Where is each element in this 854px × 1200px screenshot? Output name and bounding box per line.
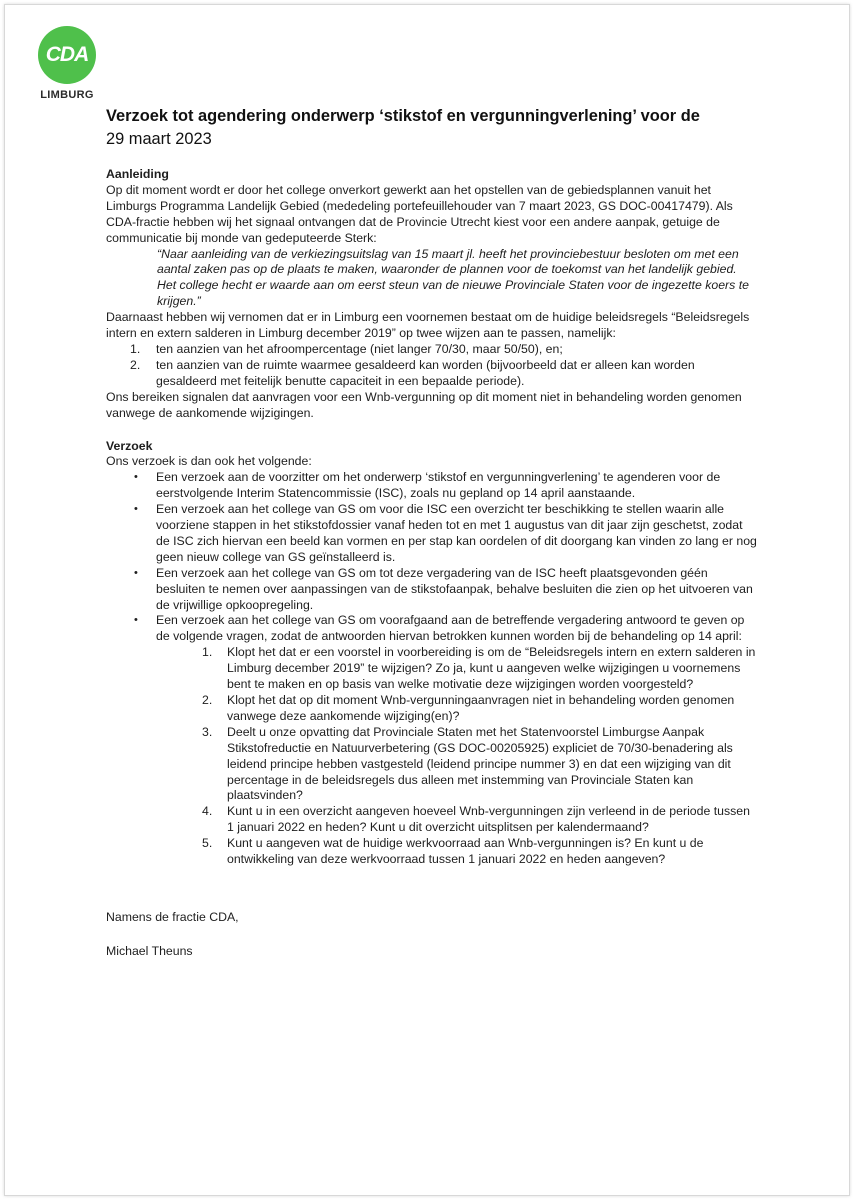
aanleiding-paragraph-2: Daarnaast hebben wij vernomen dat er in Limburg een voornemen bestaat om de huidige beleidsregels “Beleidsregels intern en extern salderen in Limburg december 2019” op twee wijzen aan te passen, namelijk:: [106, 310, 750, 341]
document-date: 29 maart 2023: [106, 130, 212, 148]
bullet-item: [106, 613, 758, 645]
question-text: Kunt u in een overzicht aangeven hoeveel Wnb-vergunningen zijn verleend in de periode tussen 1 januari 2022 en heden? Kunt u dit overzicht uitsplitsen per kalendermaand?: [227, 804, 750, 835]
question-text: Deelt u onze opvatting dat Provinciale Staten met het Statenvoorstel Limburgse Aanpak Stikstofreductie en Natuurverbetering (GS DOC-00205925) expliciet de 70/30-benadering als leidend principe hebben vastgesteld (leidend principe nummer 3) en dat een wijziging van dit percentage in de beleidsregels dus alleen met instemming van Provinciale Staten kan plaatsvinden?: [227, 724, 733, 803]
bullet-mark: •: [134, 471, 138, 484]
question-number: 1.: [202, 645, 213, 660]
verzoek-heading: Verzoek: [106, 438, 153, 453]
signer-name: Michael Theuns: [106, 943, 193, 958]
logo-region-label: LIMBURG: [40, 89, 94, 101]
cda-limburg-logo: [38, 26, 96, 101]
list-item: [106, 358, 758, 390]
sterk-quote: “Naar aanleiding van de verkiezingsuitslag van 15 maart jl. heeft het provinciebestuur besloten om met een aantal zaken pas op de plaats te maken, waaronder de plannen voor de toekomst van het landelijk gebied. Het college hecht er waarde aan om eerst steun van de nieuwe Provinciale Staten voor de ingezette koers te krijgen.”: [157, 246, 749, 309]
questions-list: [106, 645, 758, 868]
question-number: 2.: [202, 693, 213, 707]
bullet-item: [106, 470, 758, 502]
bullet-text: Een verzoek aan het college van GS om voorafgaand aan de betreffende vergadering antwoord te geven op de volgende vragen, zodat de antwoorden hiervan betrokken kunnen worden bij de behandeling op 14 april:: [156, 613, 745, 644]
question-number: 3.: [202, 724, 213, 739]
question-item: [106, 693, 758, 725]
question-number: 4.: [202, 804, 213, 819]
question-text: Kunt u aangeven wat de huidige werkvoorraad aan Wnb-vergunningen is? En kunt u de ontwikkeling van deze werkvoorraad tussen 1 januari 2022 en heden aangeven?: [227, 836, 704, 867]
question-item: [106, 836, 758, 868]
aanleiding-heading: Aanleiding: [106, 167, 169, 181]
verzoek-intro: Ons verzoek is dan ook het volgende:: [106, 454, 312, 469]
list-number: 1.: [130, 341, 141, 356]
aanleiding-paragraph-1: Op dit moment wordt er door het college onverkort gewerkt aan het opstellen van de gebiedsplannen vanuit het Limburgs Programma Landelijk Gebied (mededeling portefeuillehouder van 7 maart 2023, GS DOC-00417479). Als CDA-fractie hebben wij het signaal ontvangen dat de Provincie Utrecht kiest voor een andere aanpak, getuige de communicatie bij monde van gedeputeerde Sterk:: [106, 182, 733, 245]
bullet-text: Een verzoek aan het college van GS om voor die ISC een overzicht ter beschikking te stellen waarin alle voorziene stappen in het stikstofdossier vanaf heden tot en met 1 augustus van dit jaar zijn geschetst, zodat de ISC zich hiervan een beeld kan vormen en per stap kan oordelen of dit doorgang kan vinden zo lang er nog geen nieuw college van GS geïnstalleerd is.: [156, 502, 757, 564]
aanleiding-paragraph-3: Ons bereiken signalen dat aanvragen voor een Wnb-vergunning op dit moment niet in behandeling worden genomen vanwege de aankomende wijzigingen.: [106, 389, 742, 420]
bullet-item: [106, 566, 758, 614]
question-text: Klopt het dat op dit moment Wnb-vergunningaanvragen niet in behandeling worden genomen vanwege deze aankomende wijziging(en)?: [227, 693, 735, 723]
verzoek-bullet-list: [106, 470, 758, 645]
list-text: ten aanzien van het afroompercentage (niet langer 70/30, maar 50/50), en;: [156, 341, 563, 356]
closing-line: Namens de fractie CDA,: [106, 909, 239, 924]
document-title: Verzoek tot agendering onderwerp ‘stikstof en vergunningverlening’ voor de: [106, 107, 700, 125]
question-number: 5.: [202, 836, 213, 851]
question-item: [106, 725, 758, 805]
list-item: [106, 342, 758, 358]
question-item: [106, 804, 758, 836]
question-item: [106, 645, 758, 693]
bullet-item: [106, 502, 758, 566]
question-text: Klopt het dat er een voorstel in voorbereiding is om de “Beleidsregels intern en extern salderen in Limburg december 2019” te wijzigen? Zo ja, kunt u aangeven welke wijzigingen u voornemens bent te maken en op basis van welke motivatie deze wijzigingen worden voorgesteld?: [227, 645, 756, 692]
bullet-mark: •: [134, 614, 138, 627]
aanleiding-list: [106, 342, 758, 390]
logo-text: CDA: [45, 43, 89, 66]
bullet-text: Een verzoek aan de voorzitter om het onderwerp ‘stikstof en vergunningverlening’ te agenderen voor de eerstvolgende Interim Statencommissie (ISC), zoals nu gepland op 14 april aanstaande.: [156, 470, 721, 501]
cda-logo-circle: [38, 26, 96, 84]
list-text: ten aanzien van de ruimte waarmee gesaldeerd kan worden (bijvoorbeeld dat er alleen kan worden gesaldeerd met feitelijk benutte capaciteit in een bepaalde periode).: [156, 357, 695, 388]
document-content: [106, 106, 758, 960]
list-number: 2.: [130, 357, 141, 372]
bullet-mark: •: [134, 566, 138, 579]
bullet-text: Een verzoek aan het college van GS om tot deze vergadering van de ISC heeft plaatsgevonden géén besluiten te nemen over aanpassingen van de stikstofaanpak, behalve besluiten die zien op het uitvoeren van de vrijwillige opkoopregeling.: [156, 565, 753, 612]
bullet-mark: •: [134, 503, 138, 516]
